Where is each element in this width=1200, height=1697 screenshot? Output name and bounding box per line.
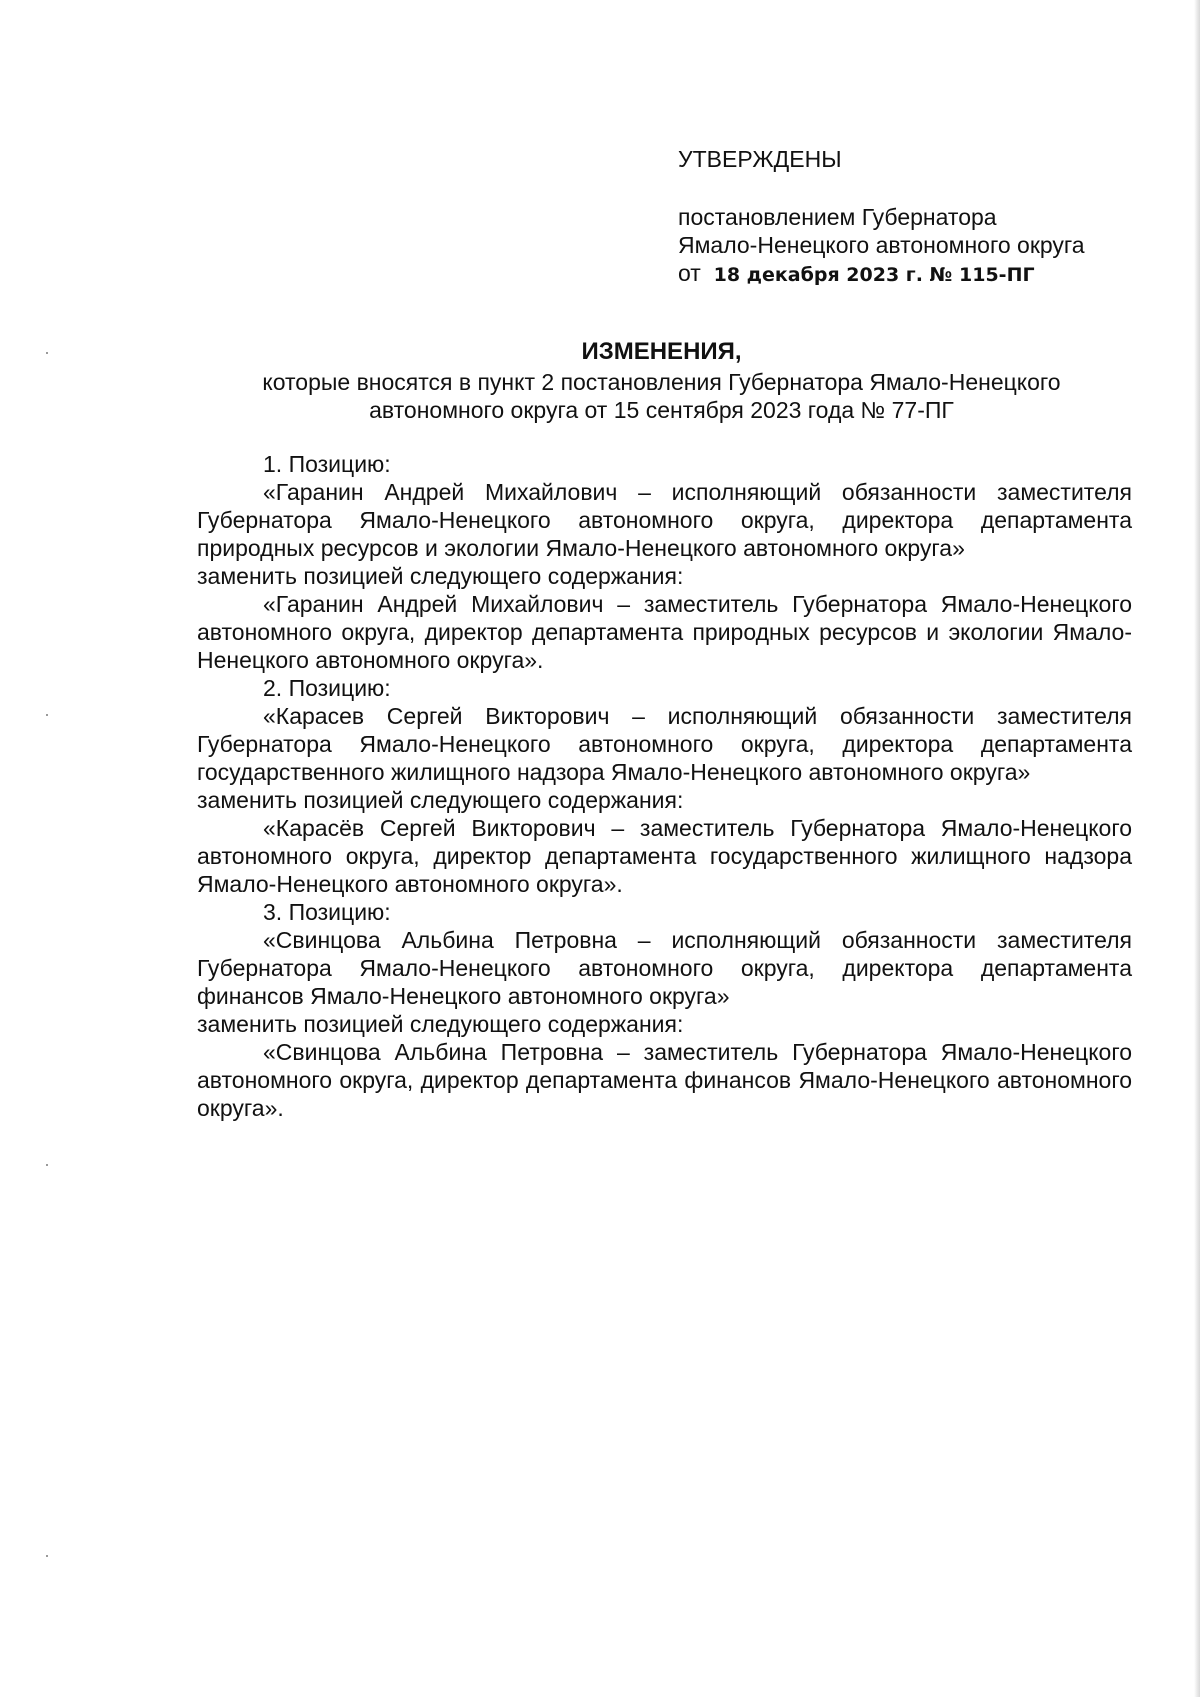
item-old-position: «Свинцова Альбина Петровна – исполняющий обязанности заместителя Губернатора Ямало-Ненецкого автономного округа, директора департамента финансов Ямало-Ненецкого автономного округа» bbox=[197, 927, 1132, 1009]
item-number: 3. Позицию: bbox=[263, 899, 391, 925]
approval-block bbox=[678, 145, 1178, 289]
item-new-position: «Гаранин Андрей Михайлович – заместитель Губернатора Ямало-Ненецкого автономного округа, директор департамента природных ресурсов и экологии Ямало-Ненецкого автономного округа». bbox=[197, 591, 1132, 673]
item-number: 2. Позицию: bbox=[263, 675, 391, 701]
item-number: 1. Позицию: bbox=[263, 451, 391, 477]
scan-artifact bbox=[46, 1555, 48, 1557]
scan-artifact bbox=[46, 1164, 48, 1166]
document-subtitle-line-2: автономного округа от 15 сентября 2023 года № 77-ПГ bbox=[369, 397, 954, 423]
page-edge-shadow bbox=[1194, 0, 1200, 1697]
document-title-block bbox=[190, 338, 1133, 424]
approval-line-1: постановлением Губернатора bbox=[678, 204, 997, 230]
document-heading: ИЗМЕНЕНИЯ, bbox=[581, 338, 742, 365]
approval-date-line bbox=[678, 259, 1178, 289]
item-replace-instruction: заменить позицией следующего содержания: bbox=[197, 563, 684, 589]
scan-artifact bbox=[46, 352, 48, 354]
item-old-position: «Карасев Сергей Викторович – исполняющий обязанности заместителя Губернатора Ямало-Ненецкого автономного округа, директора департамента государственного жилищного надзора Ямало-Ненецкого автономного округа» bbox=[197, 703, 1132, 785]
approval-date-value: 18 декабря 2023 г. № 115-ПГ bbox=[713, 264, 1035, 286]
item-replace-instruction: заменить позицией следующего содержания: bbox=[197, 787, 684, 813]
approval-stamp: УТВЕРЖДЕНЫ bbox=[678, 146, 842, 172]
approval-date-prefix: от bbox=[678, 260, 701, 286]
document-subtitle-line-1: которые вносятся в пункт 2 постановления Губернатора Ямало-Ненецкого bbox=[262, 369, 1061, 395]
item-new-position: «Карасёв Сергей Викторович – заместитель Губернатора Ямало-Ненецкого автономного округа, директор департамента государственного жилищного надзора Ямало-Ненецкого автономного округа». bbox=[197, 815, 1132, 897]
item-old-position: «Гаранин Андрей Михайлович – исполняющий обязанности заместителя Губернатора Ямало-Ненецкого автономного округа, директора департамента природных ресурсов и экологии Ямало-Ненецкого автономного округа» bbox=[197, 479, 1132, 561]
item-replace-instruction: заменить позицией следующего содержания: bbox=[197, 1011, 684, 1037]
approval-line-2: Ямало-Ненецкого автономного округа bbox=[678, 232, 1085, 258]
document-body bbox=[197, 450, 1132, 1122]
item-new-position: «Свинцова Альбина Петровна – заместитель Губернатора Ямало-Ненецкого автономного округа, директор департамента финансов Ямало-Ненецкого автономного округа». bbox=[197, 1039, 1132, 1121]
scan-artifact bbox=[46, 714, 48, 716]
